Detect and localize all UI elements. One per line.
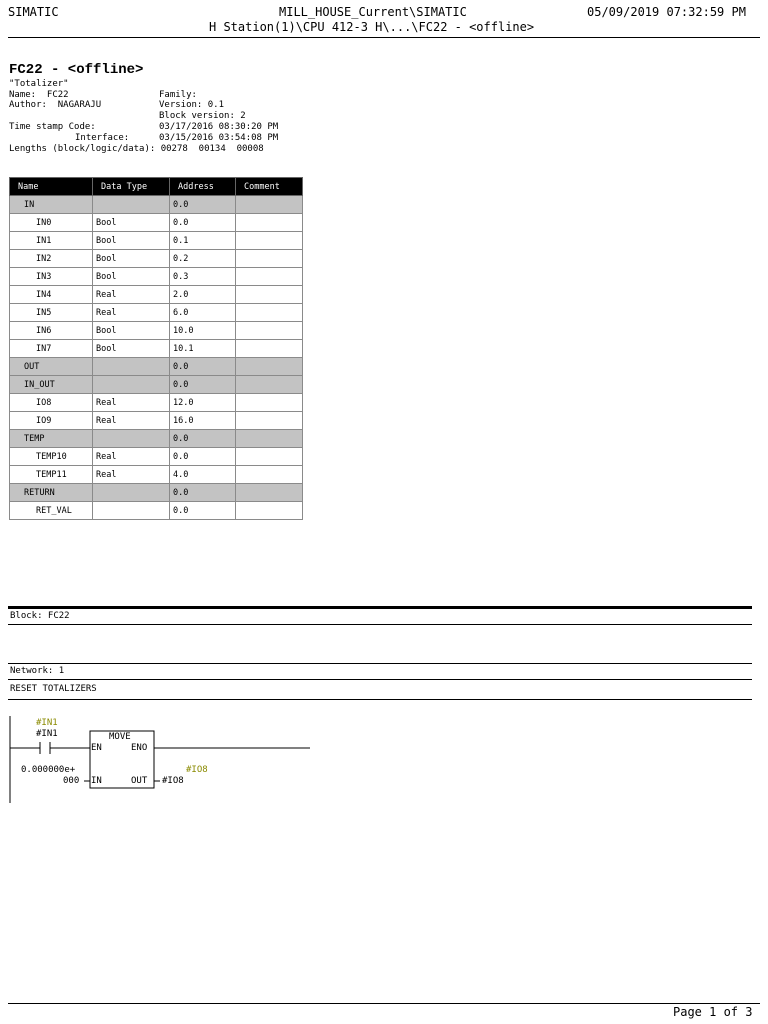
column-header-data-type: Data Type — [93, 178, 170, 196]
column-header-comment: Comment — [236, 178, 303, 196]
cell-comment — [236, 286, 303, 304]
out-symbol: #IO8 — [186, 765, 208, 775]
cell-address: 0.0 — [170, 214, 236, 232]
table-row — [10, 448, 303, 466]
cell-comment — [236, 466, 303, 484]
cell-name: IN_OUT — [10, 376, 93, 394]
cell-name: IO9 — [10, 412, 93, 430]
cell-comment — [236, 340, 303, 358]
cell-data-type: Real — [93, 448, 170, 466]
cell-comment — [236, 232, 303, 250]
cell-data-type: Real — [93, 412, 170, 430]
cell-name: RETURN — [10, 484, 93, 502]
cell-name: TEMP — [10, 430, 93, 448]
timestamp-label: Time stamp Code: — [9, 122, 96, 132]
block-lengths: Lengths (block/logic/data): 00278 00134 00008 — [9, 144, 264, 154]
footer-divider — [8, 1003, 760, 1004]
column-header-name: Name — [10, 178, 93, 196]
ladder-lines — [0, 700, 320, 810]
cell-address: 10.0 — [170, 322, 236, 340]
header-divider — [8, 37, 760, 38]
move-box-title: MOVE — [109, 732, 131, 742]
in-value-line1: 0.000000e+ — [21, 765, 76, 775]
cell-data-type: Bool — [93, 214, 170, 232]
table-row — [10, 286, 303, 304]
cell-name: IN7 — [10, 340, 93, 358]
cell-name: IN5 — [10, 304, 93, 322]
cell-name: RET_VAL — [10, 502, 93, 520]
contact-symbol: #IN1 — [36, 718, 58, 728]
cell-data-type — [93, 502, 170, 520]
table-row — [10, 304, 303, 322]
cell-data-type — [93, 430, 170, 448]
cell-name: TEMP11 — [10, 466, 93, 484]
pin-eno: ENO — [131, 743, 148, 753]
contact-operand: #IN1 — [36, 729, 58, 739]
cell-comment — [236, 412, 303, 430]
timestamp-interface: 03/15/2016 03:54:08 PM — [159, 133, 279, 143]
block-family: Family: — [159, 90, 197, 100]
table-group-row — [10, 358, 303, 376]
cell-data-type — [93, 196, 170, 214]
network-title: RESET TOTALIZERS — [8, 682, 752, 700]
table-group-row — [10, 376, 303, 394]
cell-comment — [236, 304, 303, 322]
cell-comment — [236, 268, 303, 286]
interface-table-body — [10, 196, 303, 520]
cell-comment — [236, 214, 303, 232]
cell-data-type: Bool — [93, 250, 170, 268]
block-name: Name: FC22 — [9, 90, 69, 100]
cell-address: 0.1 — [170, 232, 236, 250]
block-version: Version: 0.1 — [159, 100, 225, 110]
cell-address: 0.0 — [170, 430, 236, 448]
in-value-line2: 000 — [63, 776, 80, 786]
table-row — [10, 250, 303, 268]
cell-comment — [236, 448, 303, 466]
cell-address: 16.0 — [170, 412, 236, 430]
project-path: MILL_HOUSE_Current\SIMATIC — [279, 5, 467, 19]
cell-address: 0.0 — [170, 448, 236, 466]
network-label: Network: 1 — [8, 663, 752, 680]
cell-name: IN3 — [10, 268, 93, 286]
table-group-row — [10, 196, 303, 214]
table-row — [10, 214, 303, 232]
cell-address: 2.0 — [170, 286, 236, 304]
cell-comment — [236, 196, 303, 214]
pin-in: IN — [91, 776, 102, 786]
block-author: Author: NAGARAJU — [9, 100, 102, 110]
cell-comment — [236, 430, 303, 448]
cell-data-type — [93, 376, 170, 394]
cell-comment — [236, 250, 303, 268]
print-datetime: 05/09/2019 07:32:59 PM — [587, 5, 746, 19]
cell-address: 0.0 — [170, 358, 236, 376]
table-row — [10, 394, 303, 412]
cell-comment — [236, 376, 303, 394]
table-row — [10, 232, 303, 250]
cell-name: IN4 — [10, 286, 93, 304]
table-row — [10, 466, 303, 484]
block-label: Block: FC22 — [8, 607, 752, 625]
cell-address: 0.2 — [170, 250, 236, 268]
cell-address: 6.0 — [170, 304, 236, 322]
cell-data-type: Bool — [93, 268, 170, 286]
cell-name: IO8 — [10, 394, 93, 412]
block-version-number: Block version: 2 — [159, 111, 246, 121]
table-group-row — [10, 484, 303, 502]
table-header-row — [10, 178, 303, 196]
cell-address: 0.0 — [170, 196, 236, 214]
column-header-address: Address — [170, 178, 236, 196]
cell-comment — [236, 502, 303, 520]
app-label: SIMATIC — [8, 5, 59, 19]
pin-en: EN — [91, 743, 102, 753]
cell-name: TEMP10 — [10, 448, 93, 466]
cell-address: 10.1 — [170, 340, 236, 358]
table-row — [10, 322, 303, 340]
table-row — [10, 412, 303, 430]
cell-comment — [236, 322, 303, 340]
cell-data-type: Bool — [93, 232, 170, 250]
table-group-row — [10, 430, 303, 448]
cell-name: IN6 — [10, 322, 93, 340]
cell-name: IN — [10, 196, 93, 214]
cell-address: 12.0 — [170, 394, 236, 412]
cell-comment — [236, 484, 303, 502]
cell-name: OUT — [10, 358, 93, 376]
cell-data-type: Bool — [93, 322, 170, 340]
cell-data-type: Real — [93, 394, 170, 412]
cell-data-type: Real — [93, 286, 170, 304]
station-path: H Station(1)\CPU 412-3 H\...\FC22 - <offline> — [209, 20, 535, 34]
cell-data-type: Real — [93, 304, 170, 322]
cell-data-type: Bool — [93, 340, 170, 358]
cell-comment — [236, 394, 303, 412]
page-number: Page 1 of 3 — [673, 1005, 753, 1019]
pin-out: OUT — [131, 776, 148, 786]
block-comment: "Totalizer" — [9, 79, 69, 89]
table-row — [10, 340, 303, 358]
cell-address: 0.3 — [170, 268, 236, 286]
cell-comment — [236, 358, 303, 376]
cell-data-type — [93, 358, 170, 376]
out-operand: #IO8 — [162, 776, 184, 786]
cell-name: IN0 — [10, 214, 93, 232]
cell-address: 4.0 — [170, 466, 236, 484]
interface-label: Interface: — [75, 133, 130, 143]
cell-address: 0.0 — [170, 484, 236, 502]
interface-table — [9, 177, 303, 520]
cell-name: IN2 — [10, 250, 93, 268]
cell-address: 0.0 — [170, 376, 236, 394]
cell-name: IN1 — [10, 232, 93, 250]
table-row — [10, 502, 303, 520]
table-row — [10, 268, 303, 286]
cell-data-type — [93, 484, 170, 502]
block-title: FC22 - <offline> — [9, 62, 144, 78]
timestamp-code: 03/17/2016 08:30:20 PM — [159, 122, 279, 132]
cell-data-type: Real — [93, 466, 170, 484]
cell-address: 0.0 — [170, 502, 236, 520]
